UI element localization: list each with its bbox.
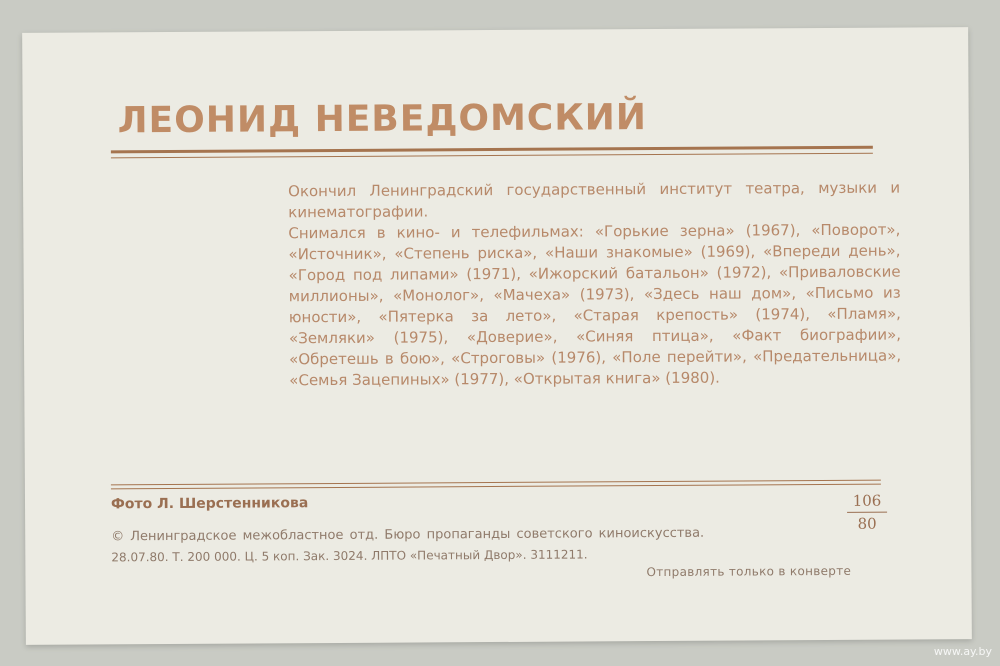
photo-credit: Фото Л. Шерстенникова: [110, 495, 309, 513]
publisher-line: [111, 526, 704, 545]
catalog-code-top: 106: [852, 491, 882, 510]
biography: [288, 178, 901, 392]
bio-education: Окончил Ленинградский государственный институт театра, музыки и кинематографии.: [288, 178, 901, 222]
actor-name: ЛЕОНИД НЕВЕДОМСКИЙ: [117, 97, 648, 142]
footer-divider: [111, 480, 881, 490]
fraction-bar: [847, 512, 887, 513]
send-note: Отправлять только в конверте: [646, 563, 852, 580]
publisher-text: Ленинградское межобластное отд. Бюро пропаганды советского киноискусства.: [130, 525, 705, 545]
copyright-icon: ©: [111, 529, 125, 545]
catalog-code: [847, 492, 887, 533]
catalog-code-bottom: 80: [857, 514, 877, 533]
site-watermark: www.ay.by: [933, 645, 992, 658]
bio-filmography: Снимался в кино- и телефильмах: «Горькие зерна» (1967), «Поворот», «Источник», «Степень риска», «Наши знакомые» (1969), «Впереди день», «Город под липами» (1971), «Ижорский батальон» (1972), «Приваловские миллионы», «Монолог», «Мачеха» (1973), «Здесь наш дом», «Письмо из юности», «Пятерка за лето», «Старая крепость» (1974), «Пламя», «Земляки» (1975), «Доверие», «Синяя птица», «Факт биографии», «Обретешь в бою», «Строговы» (1976), «Поле перейти», «Предательница», «Семья Зацепиных» (1977), «Открытая книга» (1980).: [288, 220, 902, 390]
title-divider: [111, 146, 873, 159]
postcard: [22, 27, 972, 645]
printing-info: 28.07.80. Т. 200 000. Ц. 5 коп. Зак. 3024. ЛПТО «Печатный Двор». 3111211.: [111, 547, 588, 565]
